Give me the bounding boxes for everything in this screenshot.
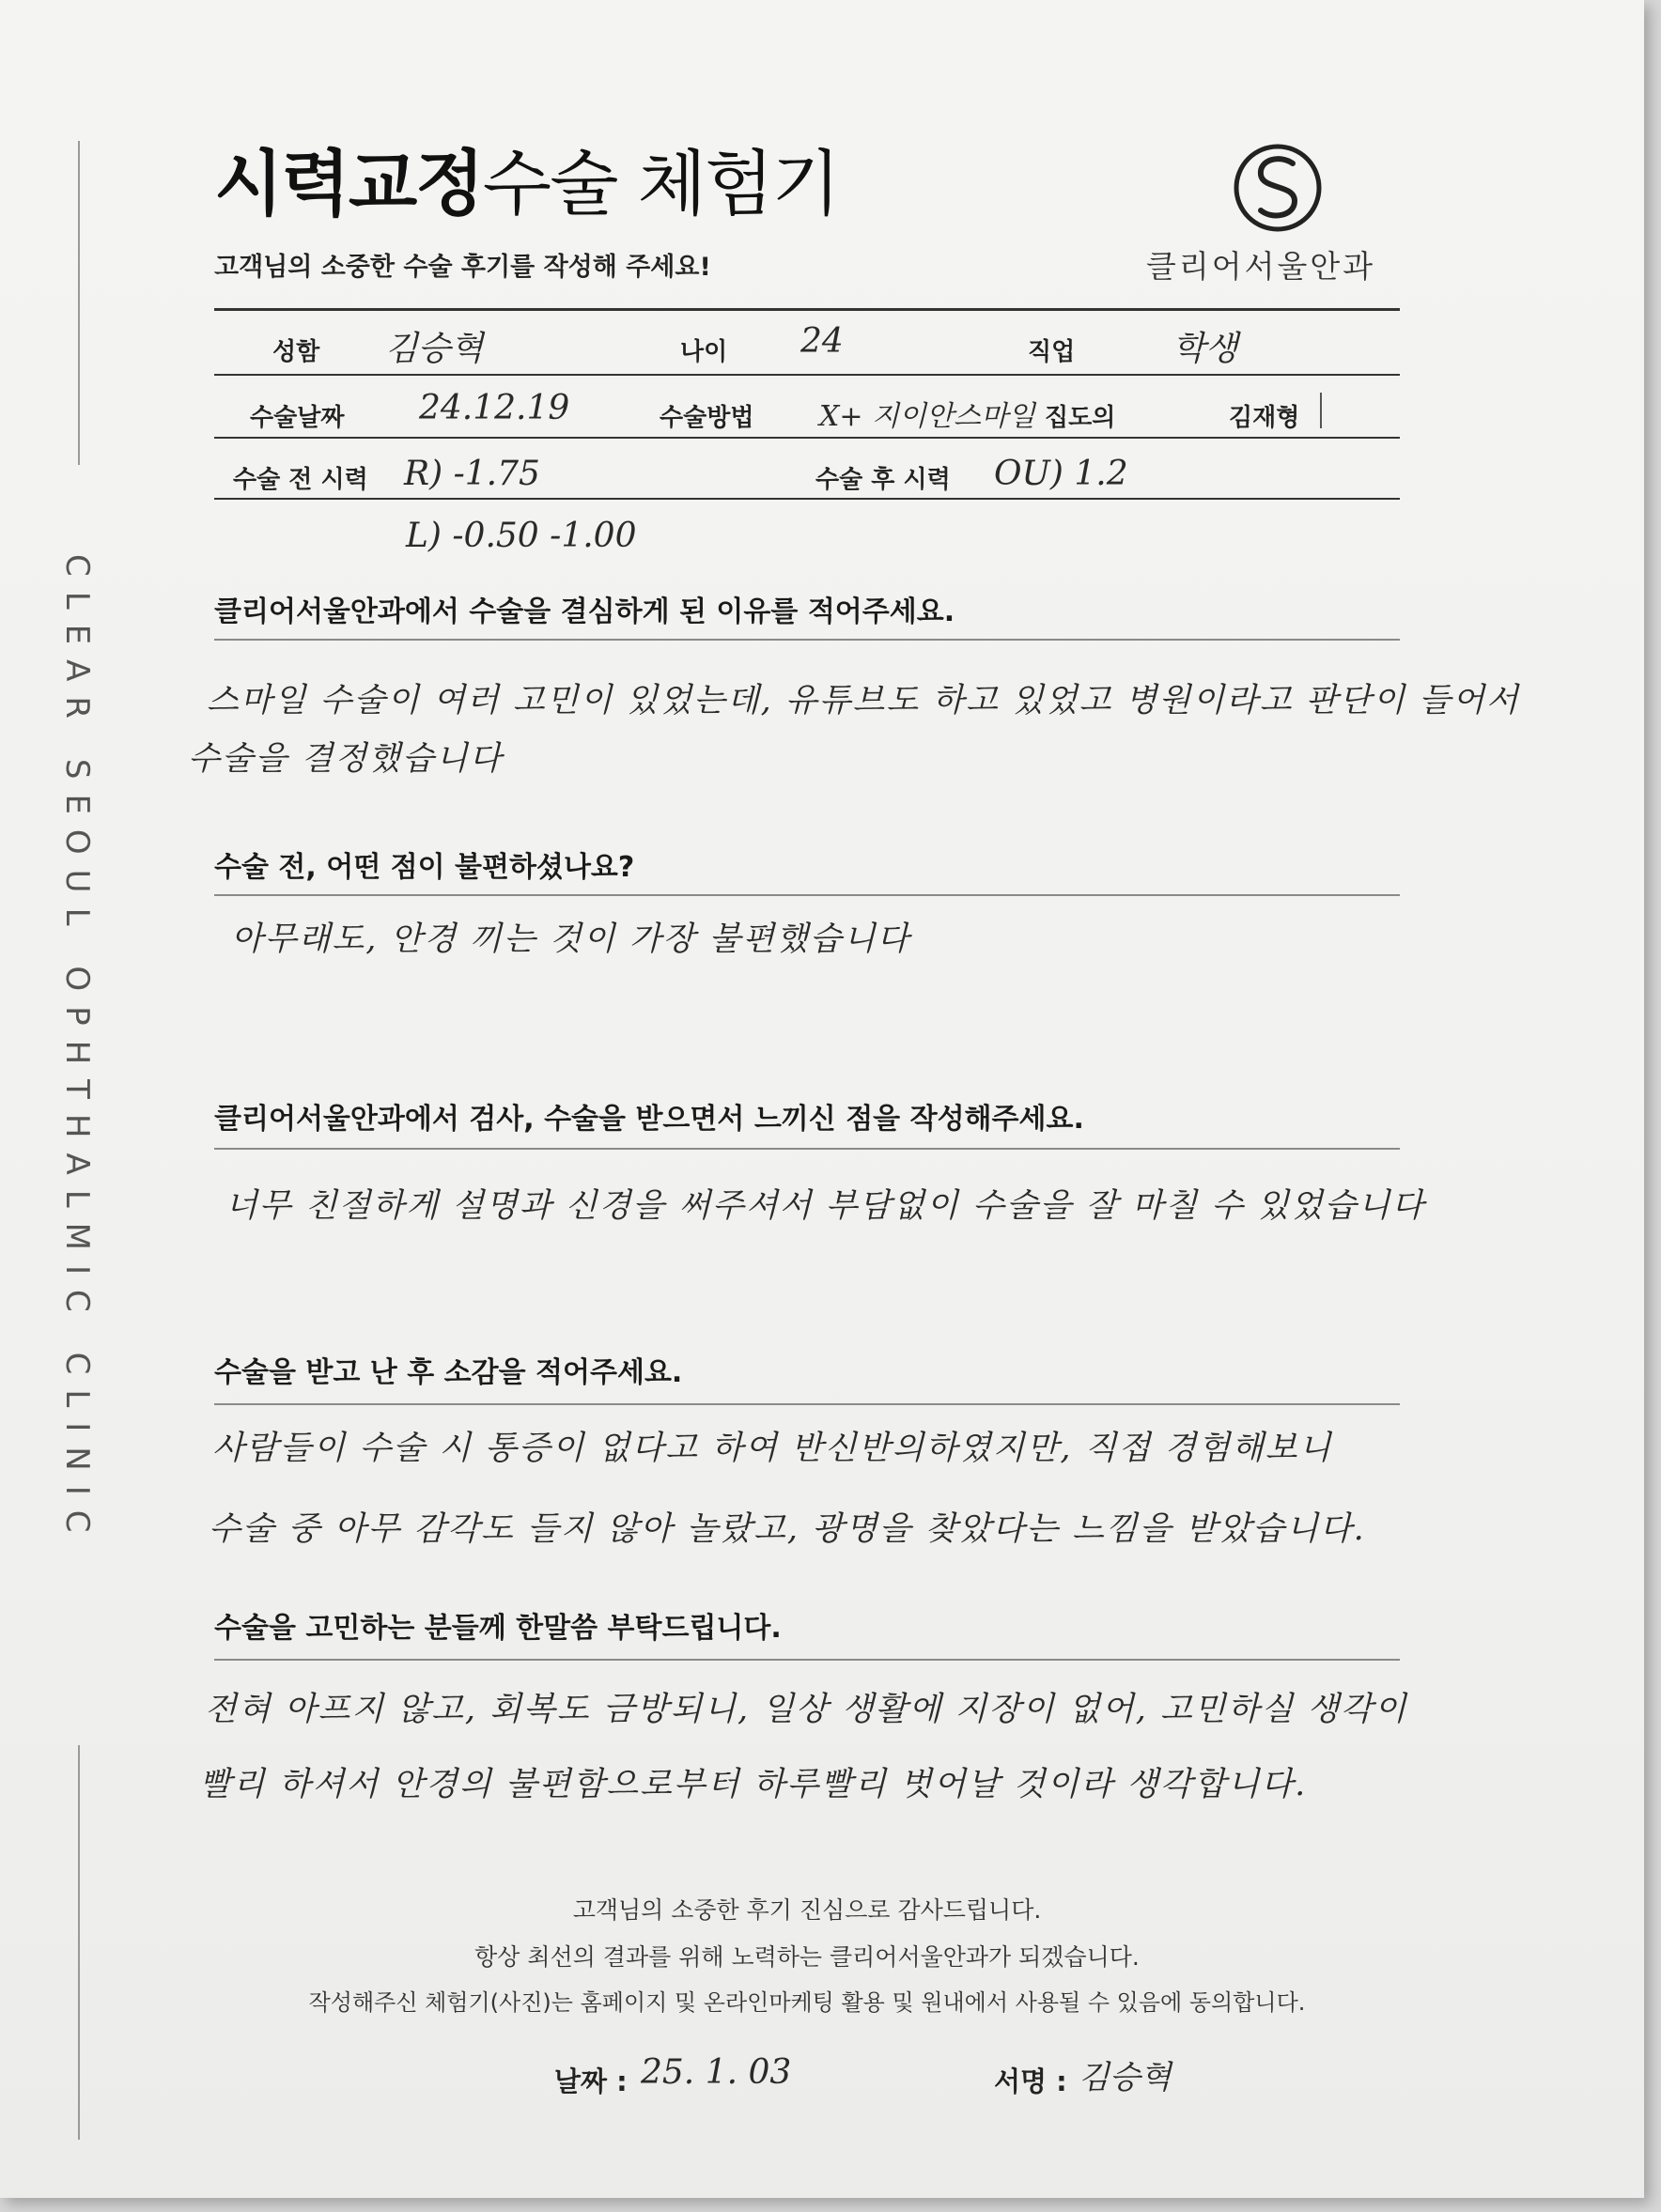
pre-vision-right: R) -1.75: [404, 455, 540, 493]
question-rule: [214, 639, 1400, 641]
form-row-rule: [214, 374, 1400, 376]
surgery-method-label: 수술방법: [660, 404, 754, 432]
job-value: 학생: [1172, 330, 1238, 368]
footer-date-label: 날짜 :: [554, 2065, 628, 2097]
answer-line: 수술 중 아무 감각도 들지 않아 놀랐고, 광명을 찾았다는 느낌을 받았습니다.: [209, 1510, 1366, 1548]
surgery-date-label: 수술날짜: [250, 404, 345, 432]
doctor-value: 김재형: [1229, 404, 1300, 432]
form-row-rule: [214, 437, 1400, 439]
cell-divider: [1320, 393, 1322, 428]
age-value: 24: [800, 322, 844, 361]
side-divider-bottom: [78, 1745, 80, 2140]
question-impression: 수술을 받고 난 후 소감을 적어주세요.: [214, 1356, 683, 1389]
page-subtitle: 고객님의 소중한 수술 후기를 작성해 주세요!: [214, 253, 711, 282]
age-label: 나이: [680, 338, 728, 366]
footer-sign-label: 서명 :: [994, 2065, 1067, 2097]
question-discomfort: 수술 전, 어떤 점이 불편하셨나요?: [214, 851, 635, 884]
title-regular: 수술 체험기: [482, 142, 839, 225]
footer-date-value: 25. 1. 03: [641, 2053, 792, 2092]
answer-line: 스마일 수술이 여러 고민이 있었는데, 유튜브도 하고 있었고 병원이라고 판단이 들어서: [207, 682, 1520, 719]
surgery-date-value: 24.12.19: [419, 389, 570, 427]
footer-promise: 항상 최선의 결과를 위해 노력하는 클리어서울안과가 되겠습니다.: [474, 1943, 1140, 1971]
question-rule: [214, 1659, 1400, 1661]
form-top-rule: [214, 308, 1400, 311]
footer-sign-value: 김승혁: [1079, 2059, 1172, 2096]
pre-vision-label: 수술 전 시력: [233, 466, 368, 494]
name-label: 성함: [272, 338, 320, 366]
answer-line: 사람들이 수술 시 통증이 없다고 하여 반신반의하였지만, 직접 경험해보니: [212, 1430, 1333, 1467]
side-clinic-text: CLEAR SEOUL OPHTHALMIC CLINIC: [58, 554, 96, 1548]
clinic-logo-icon: [1231, 141, 1325, 235]
pre-vision-left: L) -0.50 -1.00: [406, 517, 637, 555]
page-title: [214, 127, 839, 229]
doctor-label: 집도의: [1045, 404, 1116, 432]
answer-line: 수술을 결정했습니다: [188, 740, 504, 778]
side-divider-top: [78, 141, 80, 465]
question-reason: 클리어서울안과에서 수술을 결심하게 된 이유를 적어주세요.: [214, 596, 955, 628]
question-rule: [214, 1403, 1400, 1405]
answer-line: 아무래도, 안경 끼는 것이 가장 불편했습니다: [231, 920, 911, 958]
footer-thanks: 고객님의 소중한 후기 진심으로 감사드립니다.: [572, 1896, 1042, 1924]
post-vision-value: OU) 1.2: [994, 455, 1128, 493]
surgery-method-value: X+ 지이안스마일: [819, 400, 1035, 433]
answer-line: 전혀 아프지 않고, 회복도 금방되니, 일상 생활에 지장이 없어, 고민하실 생각이: [205, 1691, 1408, 1728]
question-experience: 클리어서울안과에서 검사, 수술을 받으면서 느끼신 점을 작성해주세요.: [214, 1103, 1084, 1136]
question-rule: [214, 1148, 1400, 1150]
job-label: 직업: [1028, 338, 1076, 366]
answer-line: 너무 친절하게 설명과 신경을 써주셔서 부담없이 수술을 잘 마칠 수 있었습니다: [225, 1187, 1426, 1225]
form-row-rule: [214, 498, 1400, 500]
clinic-name: 클리어서울안과: [1146, 248, 1376, 285]
answer-line: 빨리 하셔서 안경의 불편함으로부터 하루빨리 벗어날 것이라 생각합니다.: [199, 1766, 1308, 1803]
footer-consent: 작성해주신 체험기(사진)는 홈페이지 및 온라인마케팅 활용 및 원내에서 사용될 수 있음에 동의합니다.: [308, 1989, 1306, 2016]
title-bold: 시력교정: [214, 142, 483, 225]
post-vision-label: 수술 후 시력: [815, 466, 951, 494]
question-advice: 수술을 고민하는 분들께 한말씀 부탁드립니다.: [214, 1612, 782, 1645]
name-value: 김승혁: [385, 330, 484, 368]
question-rule: [214, 894, 1400, 896]
